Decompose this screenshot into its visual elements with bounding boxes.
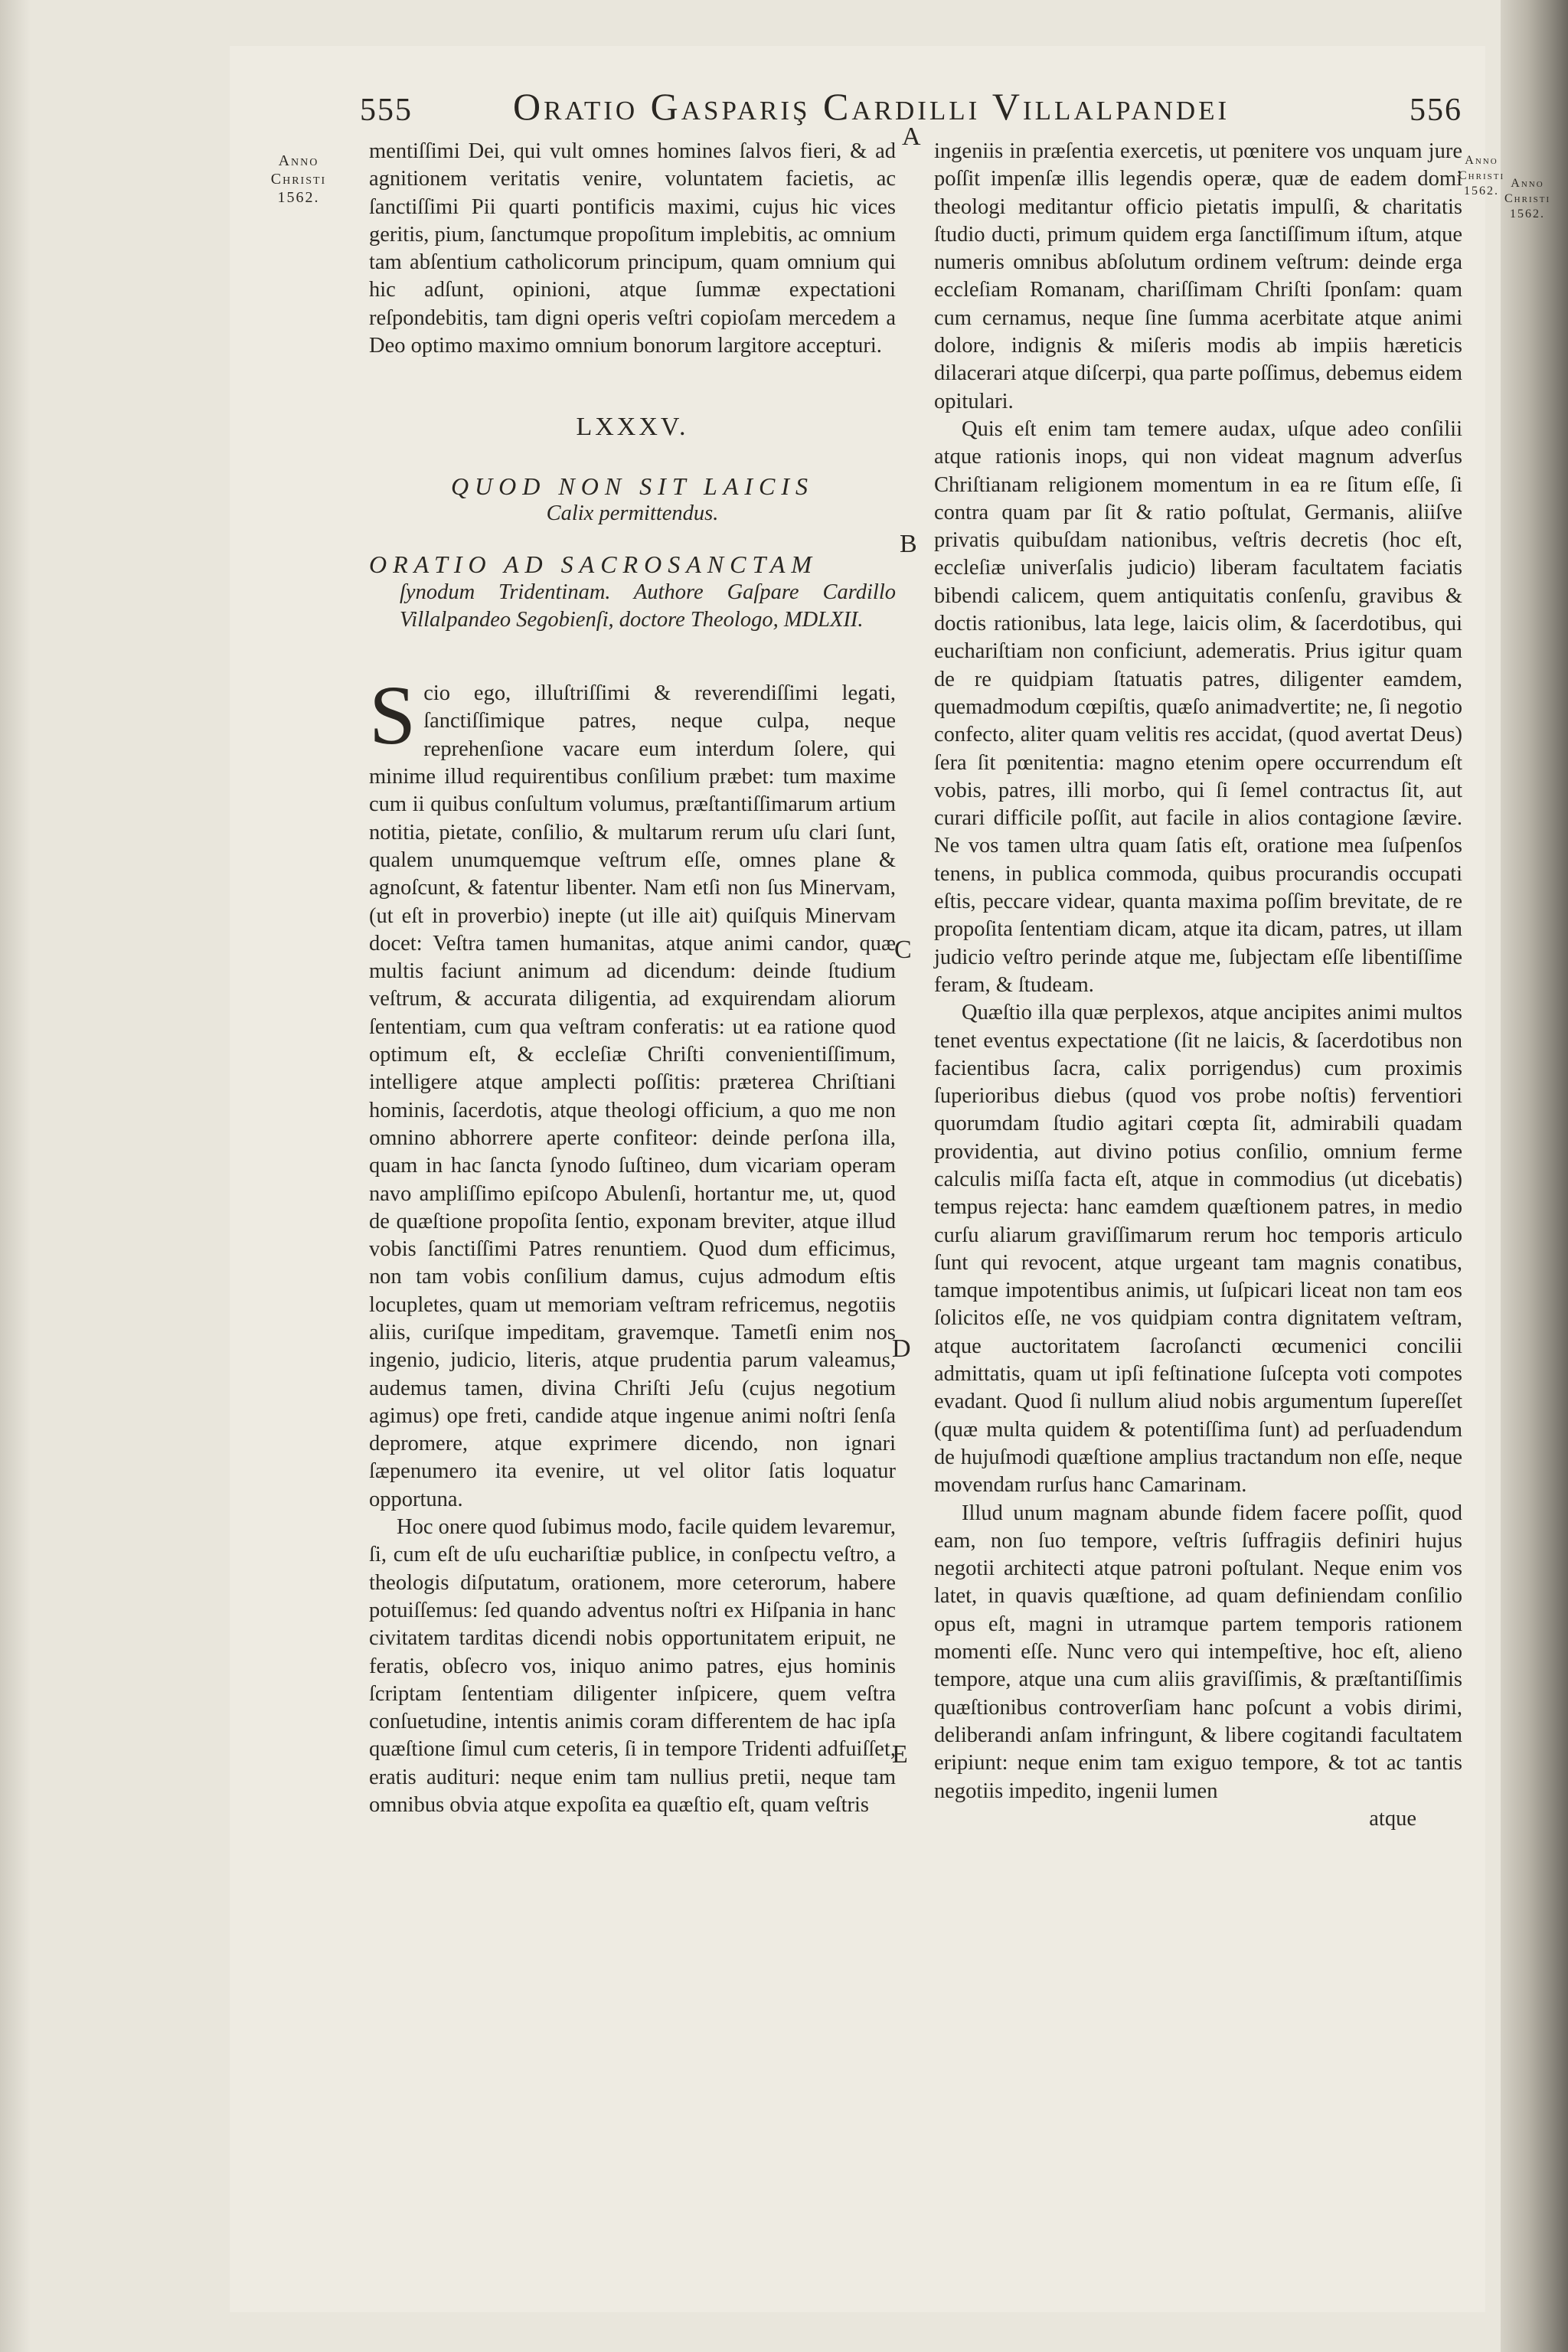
section-number: LXXXV. — [576, 413, 689, 442]
book-spine — [1501, 0, 1568, 2352]
oration-attribution: ſynodum Tridentinam. Authore Gaſpare Cardillo Villalpandeo Segobienſi, doctore Theologo, MDLXII. — [400, 580, 896, 632]
right-paragraph-3: Quæſtio illa quæ perplexos, atque ancipites animi multos tenet eventus expectatione (ſit ne laicis, & ſacerdotibus non facientibus ſacra, calix porrigendus) cum proximis ſuperioribus diebus (quod vos probe noſtis) ferventiori quorumdam ſtudio agitari cœpta ſit, admirabili quadam providentia, aut divino potius conſilio, omnium ferme calculis miſſa facta eſt, atque in commodius (ut dicebatis) tempus rejecta: hanc eamdem quæſtionem patres, in medio curſu aliarum graviſſimarum rerum hoc temporis articulo ſunt qui revocent, atque urgeant tam magnis conatibus, tamque impotentibus animis, ut ſuſpicari liceat non tam eos ſolicitos eſſe, ne vos quidpiam contra dignitatem veſtram, atque auctoritatem ſacroſancti œcumenici concilii admittatis, quam ut ipſi feſtinatione ſuſcepta voti compotes evadant. Quod ſi nullum aliud nobis argumentum ſupereſſet (quæ multa quidem & potentiſſima ſunt) ad perſuadendum de hujuſmodi quæſtione amplius tractandum non eſſe, neque movendam rurſus hanc Camarinam. — [934, 1001, 1462, 1498]
margin-note-right-2: Anno Christi 1562. — [1504, 177, 1551, 220]
right-paragraph-4: Illud unum magnam abunde fidem facere poſſit, quod eam, non ſuo tempore, veſtris ſuffragiis definiri hujus negotii architecti atque patroni poſtulant. Neque enim vos latet, in quavis quæſtione, ad quam definiendam conſilio opus eſt, magni in utramque partem temporis rationem momenti eſſe. Nunc vero qui intempeſtive, hoc eſt, alieno tempore, atque una cum aliis graviſſimis, & præſtantiſſimis quæſtionibus controverſiam hanc poſcunt a vobis dirimi, deliberandi anſam infringunt, & libere cogitandi facultatem eripiunt: neque enim tam exiguo tempore, & tot ac tantis negotiis impedito, ingenii lumen — [934, 1501, 1462, 1803]
left-column — [369, 138, 896, 1819]
section-subtitle: Calix permittendus. — [546, 501, 719, 525]
right-paragraph-1: ingeniis in præſentia exercetis, ut pœnitere vos unquam jure poſſit impenſæ illis legendis operæ, quæ de eadem domi theologi meditantur officio pietatis impulſi, & charitatis ſtudio ducti, primum quidem erga ſanctiſſimum iſtum, atque numeris omnibus abſolutum ordinem veſtrum: deinde erga eccleſiam Romanam, chariſſimam Chriſti ſponſam: quam cum cernamus, neque ſine ſumma acerbitate atque animi dolore, indignis & miſeris modis ab impiis hæreticis dilacerari atque diſcerpi, qua parte poſſimus, debemus eidem opitulari. — [934, 139, 1462, 413]
section-heading — [369, 472, 896, 528]
margin-note-right-1: Anno Christi 1562. — [1459, 154, 1505, 198]
oration-heading-block — [369, 550, 896, 634]
oration-paragraph-2: Hoc onere quod ſubimus modo, facile quidem levaremur, ſi, cum eſt de uſu euchariſtiæ publice, in conſpectu veſtro, a theologis diſputatum, orationem, more ceterorum, habere potuiſſemus: ſed quando adventus noſtri ex Hiſpania in hanc civitatem tarditas dicendi nobis opportunitatem eripuit, ne feratis, obſecro vos, iniquo animo patres, ejus hominis ſcriptam ſententiam diligenter inſpicere, quem veſtra conſuetudine, intentis animis coram differentem de hac ipſa quæſtione ſimul cum ceteris, ſi in tempore Tridenti adfuiſſet, eratis audituri: neque enim tam nullius pretii, neque tam omnibus obvia atque expoſita ea quæſtio eſt, quam veſtris — [369, 1515, 896, 1818]
page-number-left: 555 — [360, 93, 413, 128]
right-column — [934, 138, 1462, 1833]
section-marker-e: E — [892, 1740, 908, 1769]
section-marker-d: D — [892, 1334, 911, 1363]
catchword: atque — [1369, 1806, 1416, 1831]
section-marker-a: A — [902, 122, 921, 151]
right-paragraph-2: Quis eſt enim tam temere audax, uſque adeo conſilii atque rationis inops, qui non videat magnum adverſus Chriſtianam religionem momentum in ea re ſitum eſſe, ſi contra quam par ſit & ratio poſtulat, Germanis, aliiſve privatis quibuſdam nationibus, veſtris decretis (hoc eſt, eccleſiæ univerſalis judicio) liberam facultatem faciatis bibendi calicem, quem antiquitatis conſenſu, gravibus & doctis rationibus, lata lege, laicis olim, & ſacerdotibus, qui euchariſtiam non conficiunt, ademeratis. Prius igitur quam de re quidpiam ſtatuatis patres, diligenter eamdem, quemadmodum cœpiſtis, quæſo animadvertite; ne, ſi negotio confecto, aliter quam velitis res accidat, (quod avertat Deus) ſera ſit pœnitentia: magno etenim opere occurrendum eſt vobis, patres, illi morbo, qui ſi ſemel contractus ſit, aut curari difficile poſſit, aut facile in alios contagione ſævire. Ne vos tamen ultra quam ſatis eſt, oratione mea ſuſpenſos tenens, in publica commoda, quibus procurandis occupati eſtis, peccare videar, quanta maxima poſſim brevitate, de re propoſita ſententiam dicam, atque ita dicam, patres, ut illam judicio veſtro perinde atque me, ſubjectam eſſe libentiſſime feram, & ſtudeam. — [934, 416, 1462, 997]
section-marker-b: B — [900, 530, 917, 558]
left-page-edge — [0, 0, 31, 2352]
page-number-right: 556 — [1410, 93, 1462, 128]
drop-cap: S — [369, 668, 416, 763]
oration-heading: ORATIO AD SACROSANCTAM — [369, 550, 818, 579]
oration-paragraph-1: Scio ego, illuſtriſſimi & reverendiſſimi legati, ſanctiſſimique patres, neque culpa, neque reprehenſione vacare eum interdum ſolere, qui minime illud requirentibus conſilium præbet: tum maxime cum ii quibus conſultum volumus, præſtantiſſimarum artium notitia, pietate, conſilio, & multarum rerum uſu clari ſunt, qualem unumquemque veſtrum eſſe, omnes plane & agnoſcunt, & fatentur libenter. Nam etſi non ſus Minervam, (ut eſt in proverbio) inepte (ut ille ait) quiſquis Minervam docet: Veſtra tamen humanitas, atque animi candor, quæ multis faciunt animum ad dicendum: deinde ſtudium veſtrum, & accurata diligentia, ad exquirendam aliorum ſententiam, cum qua veſtram conferatis: ut ea ratione quod optimum eſt, & eccleſiæ Chriſti convenientiſſimum, intelligere atque amplecti poſſitis: præterea Chriſtiani hominis, ſacerdotis, atque theologi officium, a quo me non omnino abhorrere aperte confiteor: deinde perſona illa, quam in hac ſancta ſynodo ſuſtineo, dum vicariam operam navo ampliſſimo epiſcopo Abulenſi, hortantur me, ut, quod de quæſtione propoſita ſentio, exponam breviter, atque illud vobis ſanctiſſimi Patres renuntiem. Quod dum efficimus, non tam vobis conſilium damus, cujus admodum eſtis locupletes, quam ut memoriam veſtram refricemus, negotiis aliis, curiſque impeditam, gravemque. Tametſi enim nos ingenio, judicio, literis, atque prudentia parum valeamus, audemus tamen, divina Chriſti Jeſu (cujus negotium agimus) ope freti, candide atque ingenue animi noſtri ſenſa depromere, atque exprimere dicendo, non ignari ſæpenumero ita evenire, ut vel olitor ſatis loquatur opportuna. — [369, 668, 896, 1511]
intro-paragraph: mentiſſimi Dei, qui vult omnes homines ſalvos fieri, & ad agnitionem veritatis venire, voluntatem facietis, ac ſanctiſſimi Pii quarti pontificis maximi, cujus hic vices geritis, pium, ſanctumque propoſitum implebitis, ac omnium tam abſentium catholicorum principum, quam omnium qui hic adſunt, opinioni, atque ſummæ expectationi reſpondebitis, tam digni operis veſtri copioſam mercedem a Deo optimo maximo omnium bonorum largitore accepturi. — [369, 139, 896, 358]
running-title: Oratio Gaspariş Cardilli Villalpandei — [513, 85, 1230, 128]
section-marker-c: C — [894, 936, 912, 964]
section-title: QUOD NON SIT LAICIS — [450, 472, 815, 500]
margin-note-left: Anno Christi 1562. — [270, 152, 327, 206]
